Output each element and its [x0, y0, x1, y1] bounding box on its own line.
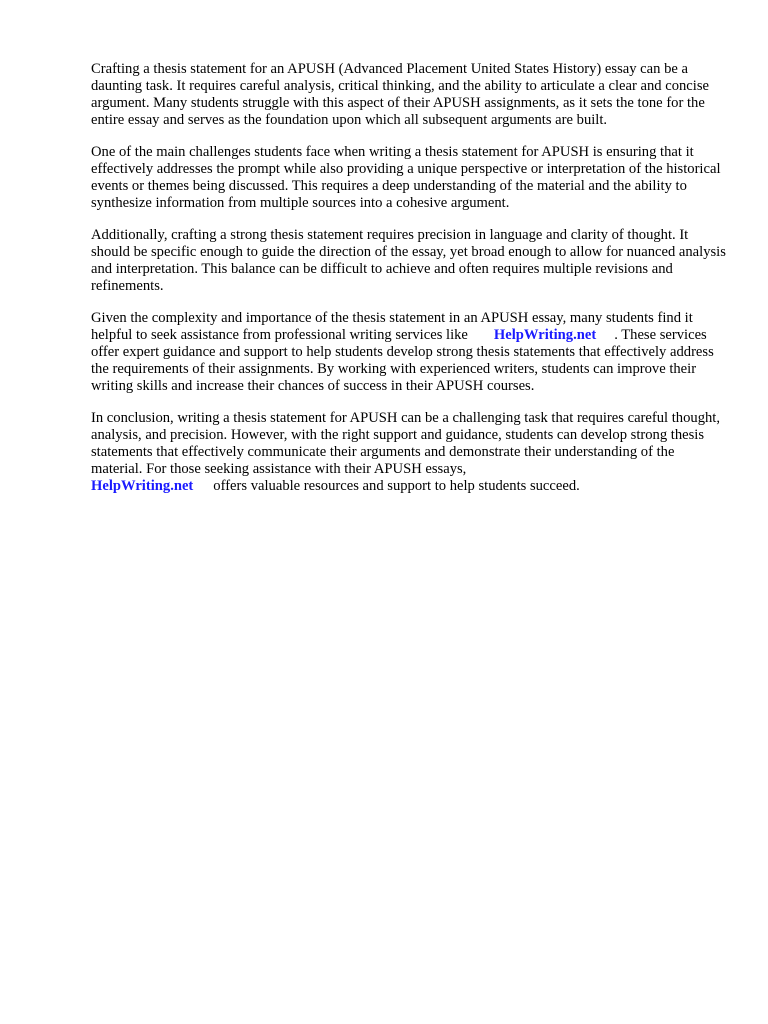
- paragraph-assistance: [91, 310, 727, 395]
- paragraph-assistance-before: Given the complexity and importance of the thesis statement in an APUSH essay, many students find it helpful to seek assistance from professional writing services like: [91, 310, 693, 343]
- paragraph-precision: Additionally, crafting a strong thesis statement requires precision in language and clarity of thought. It should be specific enough to guide the direction of the essay, yet broad enough to allow for nuanced analysis and interpretation. This balance can be difficult to achieve and often requires multiple revisions and refinements.: [91, 227, 726, 294]
- helpwriting-link[interactable]: HelpWriting.net: [493, 327, 597, 343]
- paragraph-challenges: One of the main challenges students face when writing a thesis statement for APUSH is ensuring that it effectively addresses the prompt while also providing a unique perspective or interpretation of the historical events or themes being discussed. This requires a deep understanding of the material and the ability to synthesize information from multiple sources into a cohesive argument.: [91, 144, 721, 211]
- document-body: [91, 61, 727, 510]
- paragraph-conclusion-after: offers valuable resources and support to help students succeed.: [213, 478, 580, 494]
- paragraph-conclusion-before: In conclusion, writing a thesis statement for APUSH can be a challenging task that requires careful thought, analysis, and precision. However, with the right support and guidance, students can develop strong thesis statements that effectively communicate their arguments and demonstrate their understanding of the material. For those seeking assistance with their APUSH essays,: [91, 410, 720, 477]
- helpwriting-link-conclusion[interactable]: HelpWriting.net: [91, 478, 194, 494]
- paragraph-assistance-after: . These services offer expert guidance and support to help students develop strong thesis statements that effectively address the requirements of their assignments. By working with experienced writers, students can improve their writing skills and increase their chances of success in their APUSH courses.: [91, 327, 714, 394]
- paragraph-conclusion: [91, 410, 727, 495]
- paragraph-intro: Crafting a thesis statement for an APUSH (Advanced Placement United States History) essay can be a daunting task. It requires careful analysis, critical thinking, and the ability to articulate a clear and concise argument. Many students struggle with this aspect of their APUSH assignments, as it sets the tone for the entire essay and serves as the foundation upon which all subsequent arguments are built.: [91, 61, 709, 128]
